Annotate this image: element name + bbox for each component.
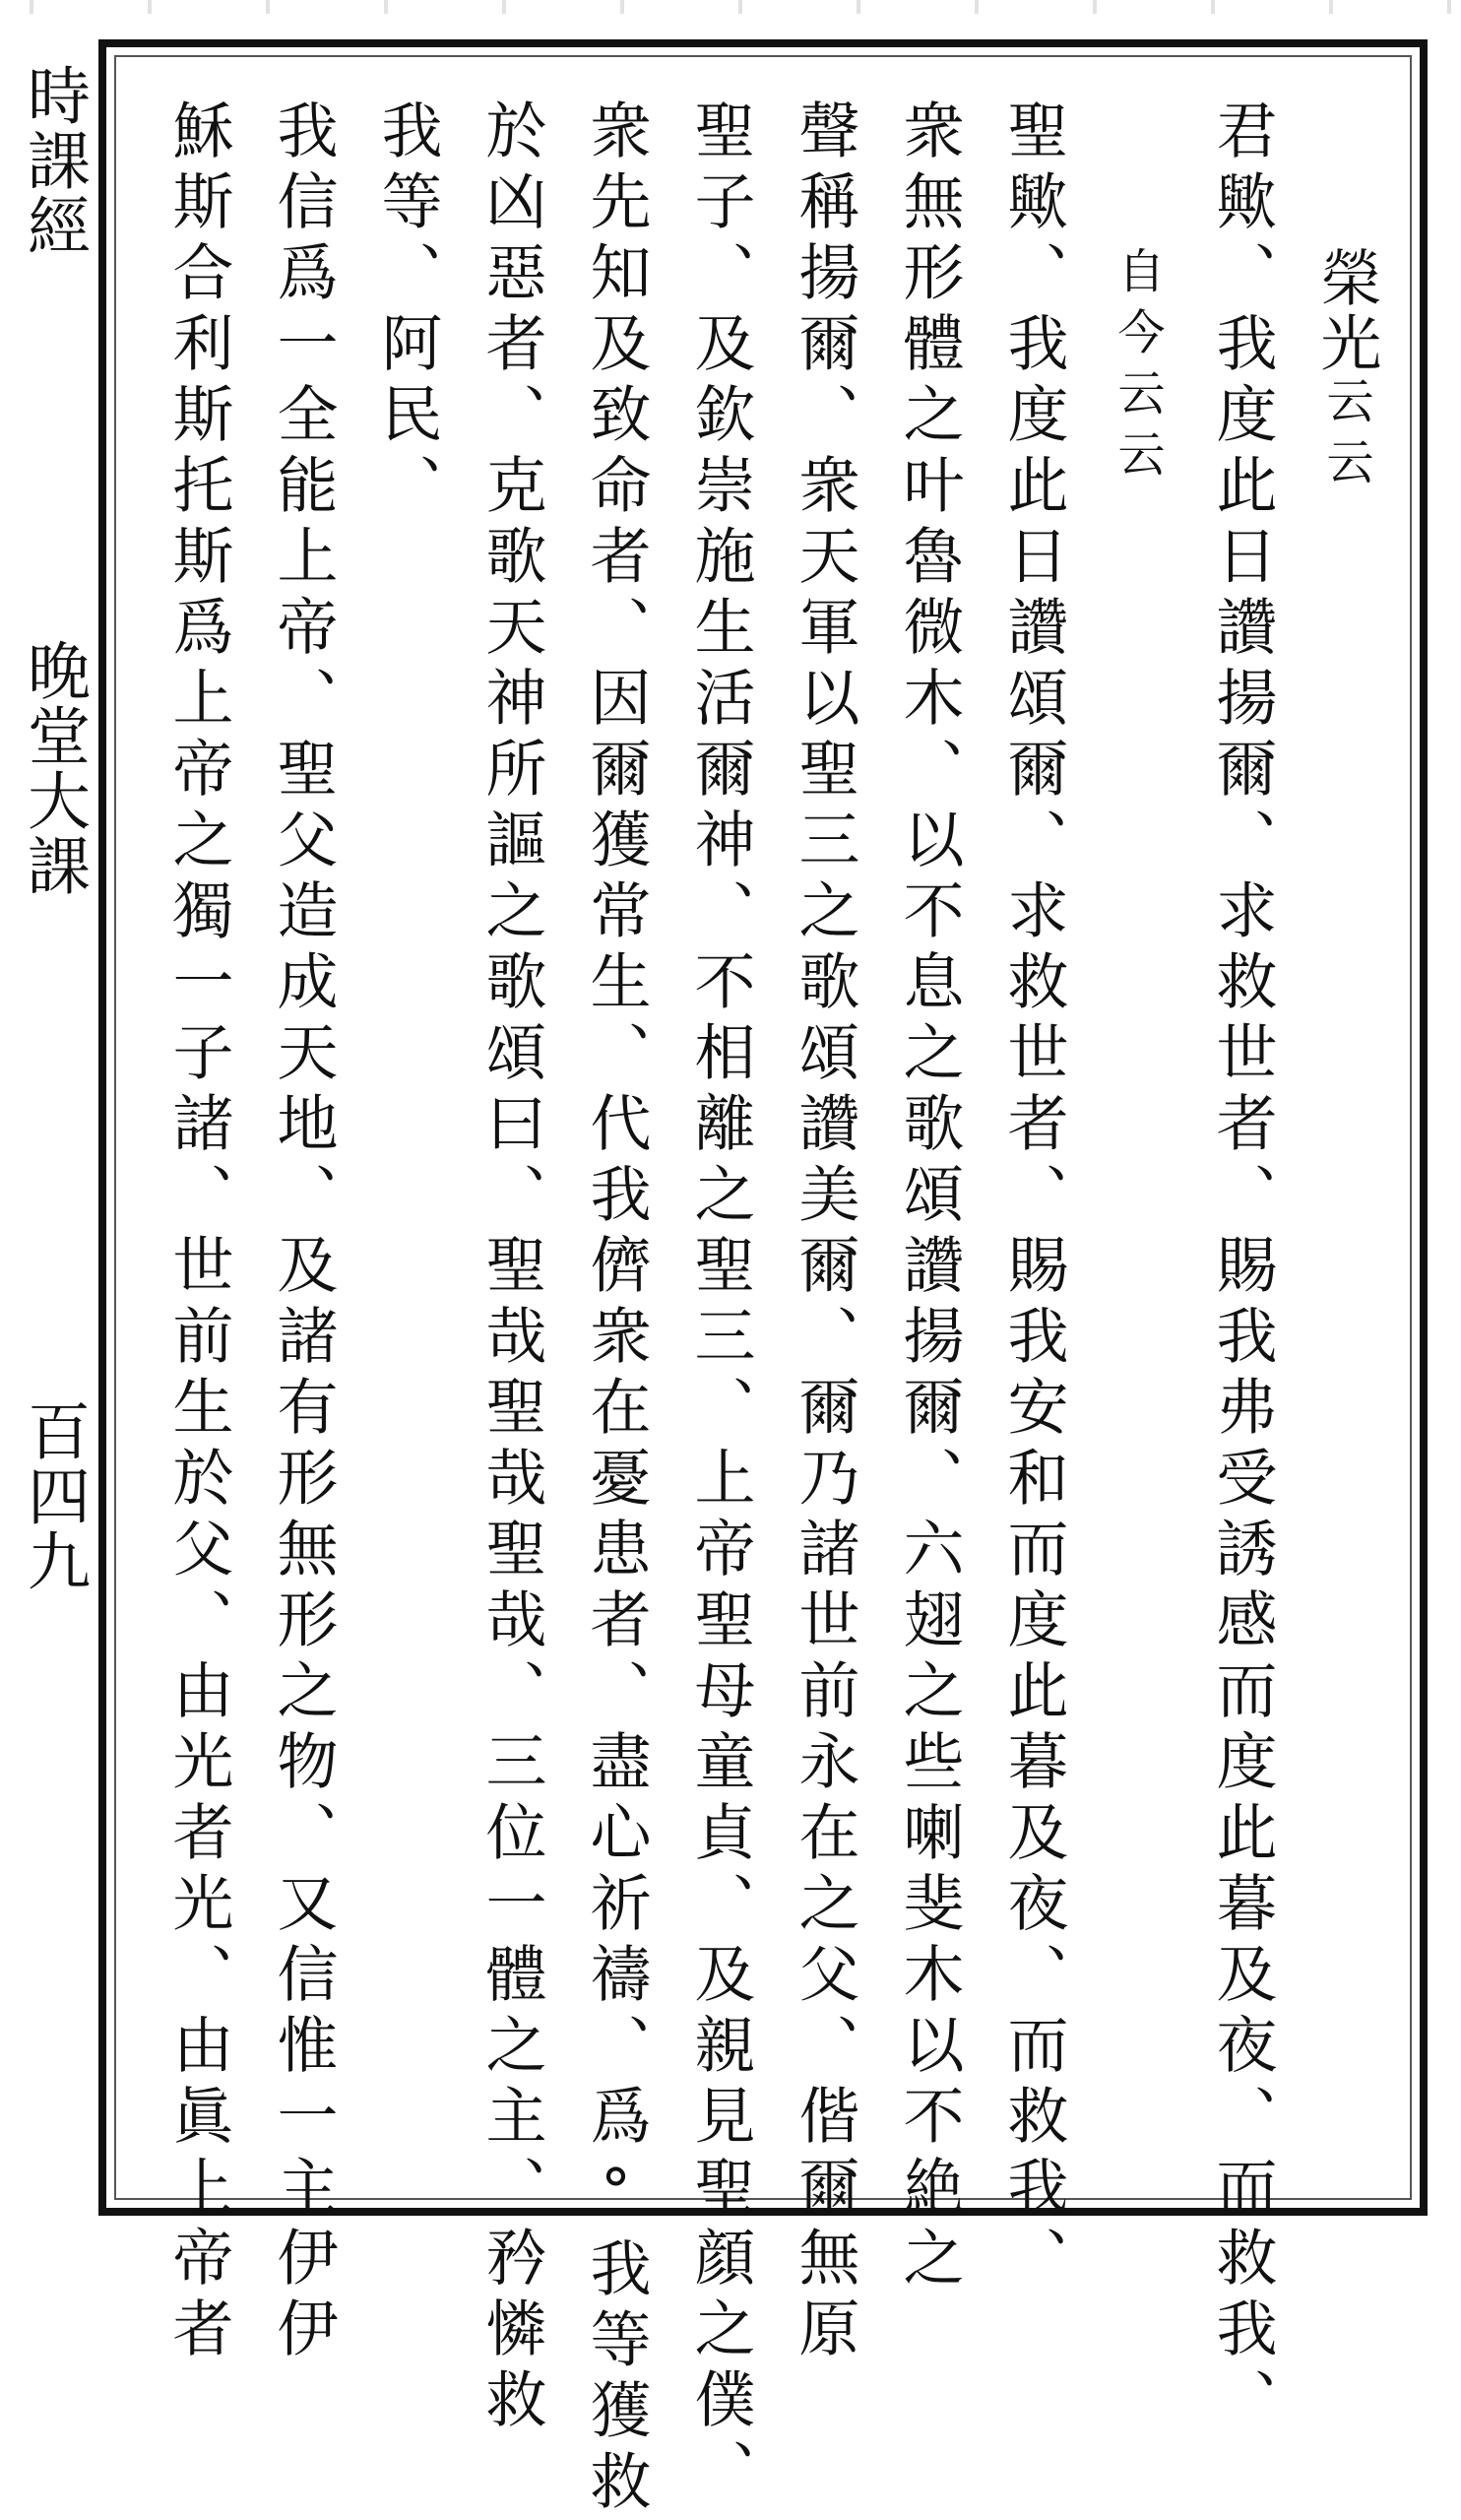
text-column: 聖子、及欽崇施生活爾神、不相離之聖三、上帝聖母童貞、及親見聖顔之僕、 <box>684 98 756 2509</box>
text-column: 穌斯合利斯托斯爲上帝之獨一子諸、世前生於父、由光者光、由眞上帝者 <box>162 98 234 2367</box>
rubric-glory <box>1294 98 1398 2196</box>
text-column: 聖歟、我度此日讚頌爾、求救世者、賜我安和而度此暮及夜、而救我、 <box>997 98 1069 2296</box>
rubric-from-now: 自今云云 <box>1110 246 1165 490</box>
text-column: 君歟、我度此日讚揚爾、求救世者、賜我弗受誘感而度此暮及夜、而救我、 <box>1206 98 1278 2438</box>
text-column: 我信爲一全能上帝、聖父造成天地、及諸有形無形之物、又信惟一主伊伊 <box>267 98 339 2367</box>
rubric-glory-etc: 云云 <box>1318 376 1373 498</box>
text-column: 於凶惡者、克歌天神所謳之歌頌曰、聖哉聖哉聖哉、三位一體之主、矜憐救 <box>476 98 547 2438</box>
text-column: 聲稱揚爾、衆天軍以聖三之歌頌讚美爾、爾乃諸世前永在之父、偕爾無原 <box>789 98 860 2367</box>
text-column: 衆無形體之叶魯微木、以不息之歌頌讚揚爾、六翅之些喇斐木以不絶之 <box>893 98 965 2296</box>
text-column: 我等、阿民、 <box>371 98 443 524</box>
text-column: 衆先知及致命者、因爾獲常生、代我儕衆在憂患者、盡心祈禱、爲°我等獲救 <box>580 98 652 2520</box>
page-edge-rule <box>0 0 1461 14</box>
section-title: 晚堂大課 <box>17 638 90 898</box>
main-text <box>128 98 1398 2520</box>
rubric-glory-label: 榮光 <box>1310 246 1382 376</box>
page-number: 百四九 <box>17 1398 90 1593</box>
book-title: 時課經 <box>17 63 90 258</box>
